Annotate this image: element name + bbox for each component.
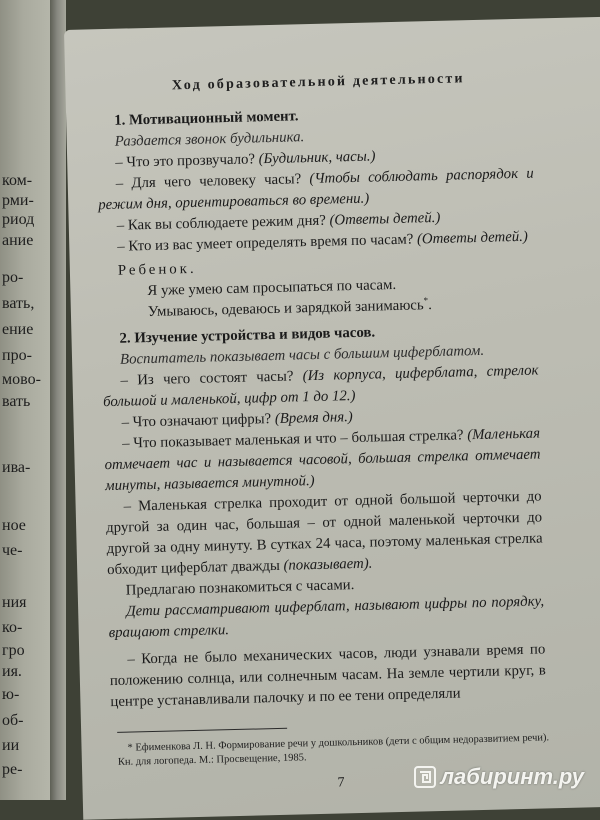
facing-page-text: ю- (2, 686, 20, 703)
section-title: 1. Мотивационный момент. (114, 108, 299, 129)
book-page (64, 16, 600, 819)
dialogue-line: – Для чего человеку часы? (Чтобы соблюдать распорядок и режим дня, ориентироваться во времени.) (98, 165, 534, 214)
facing-page-text: ное (2, 517, 26, 534)
footnote-mark: * (423, 295, 429, 306)
verse-line: Умываюсь, одеваюсь и зарядкой занимаюсь*. (147, 295, 433, 321)
offer-paragraph: Предлагаю познакомиться с часами. (125, 577, 355, 599)
facing-page-text: ание (2, 232, 34, 249)
facing-page-text: гро (2, 642, 25, 659)
facing-page-text: об- (2, 712, 24, 729)
facing-page-text: ре- (2, 761, 23, 778)
footnote-divider (117, 728, 287, 733)
facing-page-text: ко- (2, 619, 23, 636)
dialogue-line: – Кто из вас умеет определять время по часам? (Ответы детей.) (117, 228, 529, 255)
stage-direction: Воспитатель показывает часы с большим циферблатом. (119, 342, 485, 368)
facing-page-text: ива- (2, 459, 31, 476)
facing-page-text: ния (2, 594, 27, 611)
stage-direction: Дети рассматривают циферблат, называют цифры по порядку, вращают стрелки. (108, 593, 545, 642)
facing-page-text: вать (2, 393, 31, 410)
explanation-paragraph: – Маленькая стрелка проходит от одной большой черточки до другой за один час, большая – от одной маленькой черточки до другой за одну минуту. В сутках 24 часа, поэтому маленькая стрелка обходит циферблат дважды (показывает). (105, 488, 543, 579)
dialogue-line: – Что это прозвучало? (Будильник, часы.) (115, 148, 376, 171)
stage-direction: Раздается звонок будильника. (114, 129, 305, 150)
speaker-label: Ребенок. (117, 260, 197, 279)
history-paragraph: – Когда не было механических часов, люди узнавали время по положению солнца, или солнечным часам. На земле чертили круг, в центре устанавливали палочку и по ее тени определяли (109, 641, 546, 711)
verse-line: Я уже умею сам просыпаться по часам. (147, 276, 397, 300)
facing-page-text: рми- (2, 192, 34, 209)
dialogue-line: – Из чего состоят часы? (Из корпуса, циферблата, стрелок большой и маленькой, цифр от 1 до 12.) (102, 362, 539, 411)
page-body (95, 67, 546, 713)
facing-page-text: че- (2, 542, 23, 559)
child-verse (147, 272, 537, 323)
facing-page-text: про- (2, 347, 32, 364)
facing-page-text: риод (2, 211, 35, 228)
page-heading: Ход образовательной деятельности (171, 71, 465, 94)
watermark-text: лабиринт.ру (440, 764, 584, 789)
dialogue-line: – Как вы соблюдаете режим дня? (Ответы детей.) (116, 209, 441, 234)
facing-page-text: ии (2, 737, 20, 754)
labyrinth-logo-icon (414, 766, 436, 788)
dialogue-line: – Что означают цифры? (Время дня.) (121, 409, 353, 431)
footnote: * Ефименкова Л. Н. Формирование речи у дошкольников (дети с общим недоразвитием речи). Кн. для логопеда. М.: Просвещение, 1985. (117, 732, 550, 768)
section-title: 2. Изучение устройства и видов часов. (119, 324, 376, 347)
facing-page-fragment (0, 0, 52, 800)
book-gutter (50, 0, 66, 800)
watermark (414, 764, 584, 790)
facing-page-text: вать, (2, 295, 35, 312)
facing-page-text: ение (2, 321, 34, 338)
facing-page-text: ро- (2, 269, 24, 286)
page-number: 7 (337, 775, 345, 791)
dialogue-line: – Что показывает маленькая и что – большая стрелка? (Маленькая отмечает час и называется часовой, большая стрелка отмечает минуты, называется минутной.) (104, 425, 541, 495)
facing-page-text: мово- (2, 371, 41, 388)
facing-page-text: ком- (2, 172, 33, 189)
facing-page-text: ия. (2, 663, 22, 680)
